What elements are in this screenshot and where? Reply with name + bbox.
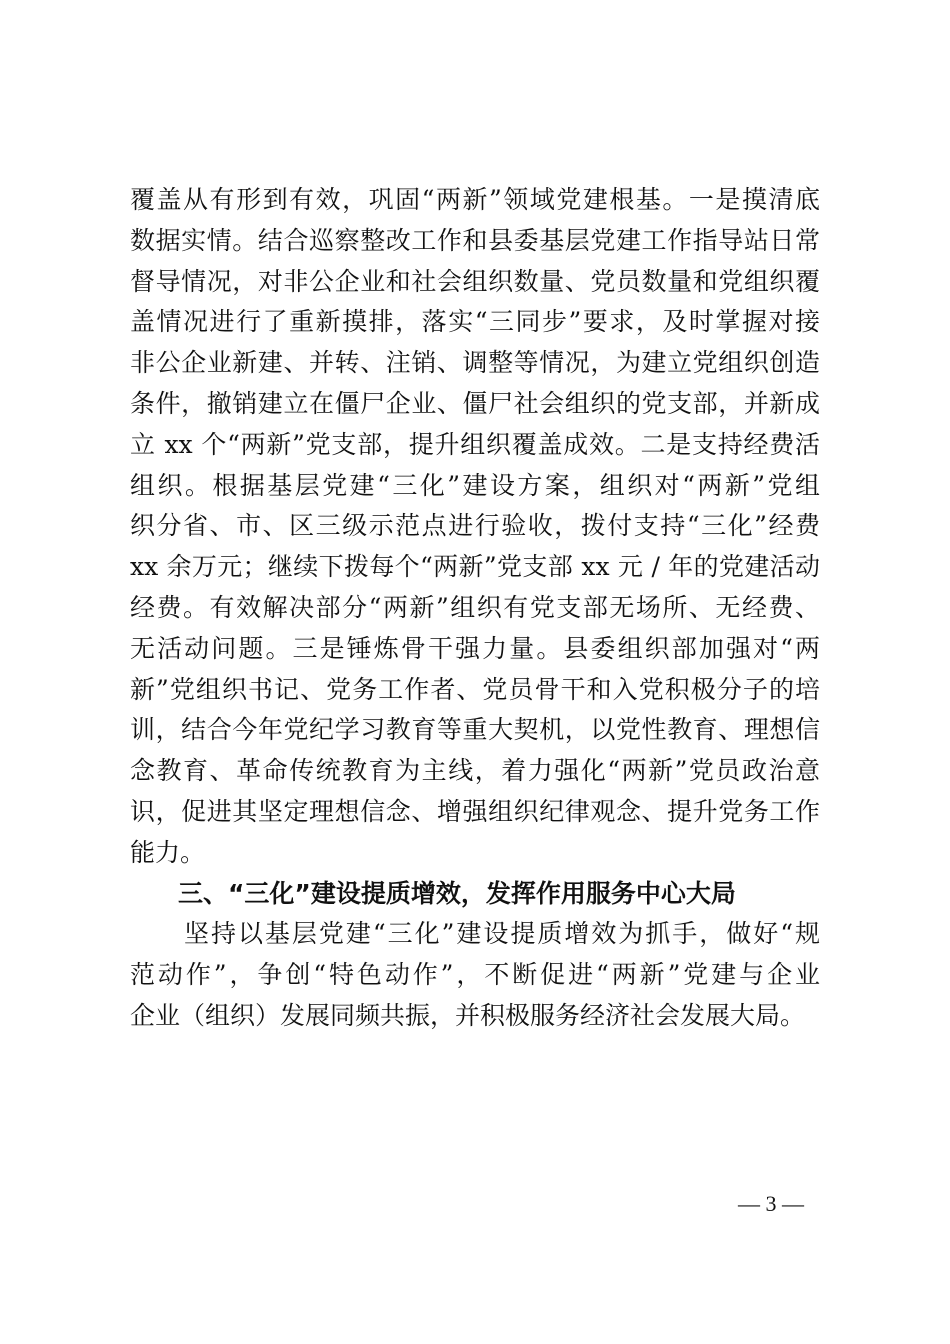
paragraph-1 [130,180,820,874]
text-line: 识，促进其坚定理想信念、增强组织纪律观念、提升党务工作 [130,796,820,826]
text-line: 盖情况进行了重新摸排，落实“三同步”要求，及时掌握对接 [130,307,820,337]
text-line: 经费。有效解决部分“两新”组织有党支部无场所、无经费、 [130,592,820,622]
text-line: 覆盖从有形到有效，巩固“两新”领域党建根基。一是摸清底 [130,185,820,214]
text-line: 念教育、革命传统教育为主线，着力强化“两新”党员政治意 [130,756,820,786]
text-line: 组织。根据基层党建“三化”建设方案，组织对“两新”党组 [130,470,820,500]
text-line: 训，结合今年党纪学习教育等重大契机，以党性教育、理想信 [130,715,820,745]
text-line: 新”党组织书记、党务工作者、党员骨干和入党积极分子的培 [130,674,820,704]
text-line: 条件，撤销建立在僵尸企业、僵尸社会组织的党支部，并新成 [130,388,820,418]
text-line: 督导情况，对非公企业和社会组织数量、党员数量和党组织覆 [130,266,820,296]
text-line: 非公企业新建、并转、注销、调整等情况，为建立党组织创造 [130,348,820,378]
document-body [130,180,820,1037]
text-line: 企业（组织）发展同频共振，并积极服务经济社会发展大局。 [130,1000,806,1030]
paragraph-2 [130,914,820,1036]
text-line: 能力。 [130,837,206,867]
page-number: — 3 — [738,1191,804,1216]
text-line: 数据实情。结合巡察整改工作和县委基层党建工作指导站日常 [130,225,820,255]
text-line: 坚持以基层党建“三化”建设提质增效为抓手，做好“规 [130,919,820,949]
section-heading: 三、“三化”建设提质增效，发挥作用服务中心大局 [178,878,736,908]
text-line: 范动作”，争创“特色动作”，不断促进“两新”党建与企业 [130,960,820,990]
text-line: 织分省、市、区三级示范点进行验收，拨付支持“三化”经费 [130,511,820,541]
text-line: 立 xx 个“两新”党支部，提升组织覆盖成效。二是支持经费活 [130,429,820,459]
text-line: xx 余万元；继续下拨每个“两新”党支部 xx 元 / 年的党建活动 [130,552,820,582]
text-line: 无活动问题。三是锤炼骨干强力量。县委组织部加强对“两 [130,633,820,663]
